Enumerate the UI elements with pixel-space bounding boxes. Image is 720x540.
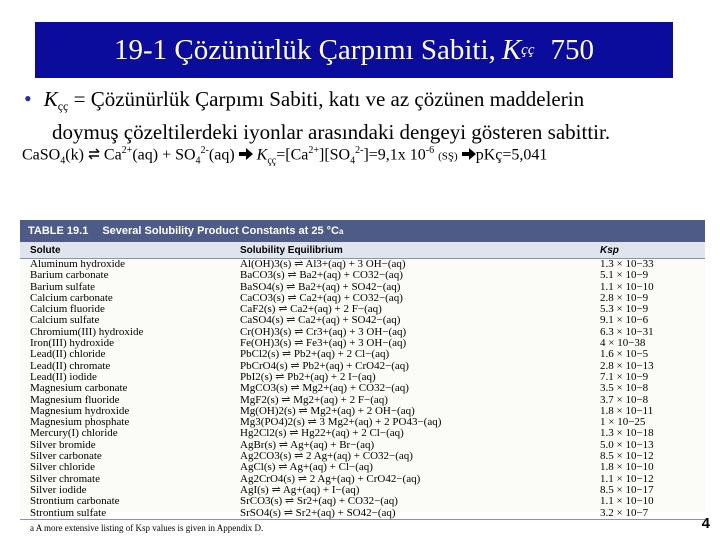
ksp-cell: 5.1 × 10−9 — [600, 269, 649, 282]
right-arrow-icon — [462, 148, 476, 160]
equilibrium-cell: Fe(OH)3(s) ⇌ Fe3+(aq) + 3 OH−(aq) — [240, 338, 407, 350]
solute-cell: Iron(III) hydroxide — [30, 337, 114, 350]
solute-cell: Calcium sulfate — [30, 314, 100, 327]
eq-expr-sup-1: 2+ — [308, 145, 319, 156]
equilibrium-cell: CaCO3(s) ⇌ Ca2+(aq) + CO32−(aq) — [240, 292, 403, 304]
slide-title — [35, 22, 673, 78]
equilibrium-cell: BaSO4(s) ⇌ Ba2+(aq) + SO42−(aq) — [240, 281, 401, 293]
table-row — [20, 462, 705, 473]
solute-cell: Calcium carbonate — [30, 291, 113, 304]
table-number: TABLE 19.1 — [28, 225, 89, 237]
ksp-cell: 1.6 × 10−5 — [600, 348, 649, 361]
table-header — [20, 220, 705, 242]
dissolution-equation — [22, 145, 712, 167]
solute-cell: Mercury(I) chloride — [30, 427, 118, 440]
solute-cell: Lead(II) chromate — [30, 359, 111, 372]
ksp-cell: 7.1 × 10−9 — [600, 370, 649, 383]
bullet-k-symbol: K — [43, 87, 58, 111]
eq-ksp-sub: çç — [267, 155, 277, 167]
solute-cell: Silver bromide — [30, 438, 96, 451]
ksp-cell: 1.8 × 10−11 — [600, 404, 654, 417]
title-k-symbol: K — [501, 33, 522, 66]
ksp-cell: 3.7 × 10−8 — [600, 393, 649, 406]
table-row — [20, 496, 705, 507]
eq-expr-2: ][SO — [318, 146, 351, 164]
equilibrium-cell: SrSO4(s) ⇌ Sr2+(aq) + SO42−(aq) — [240, 507, 396, 519]
eq-expr-sub-2: 4 — [350, 155, 356, 167]
title-text: 19-1 Çözünürlük Çarpımı Sabiti, — [114, 33, 496, 66]
eq-expr-3: ]=9,1x 10 — [363, 146, 426, 164]
table-column-headers — [20, 242, 705, 259]
ksp-cell: 1 × 10−25 — [600, 416, 646, 429]
ksp-cell: 1.1 × 10−10 — [600, 280, 654, 293]
solute-cell: Barium sulfate — [30, 280, 96, 293]
bullet-line-1: = Çözünürlük Çarpımı Sabiti, katı ve az çözünen maddelerin — [73, 87, 585, 111]
ksp-cell: 8.5 × 10−12 — [600, 450, 654, 463]
table-title: Several Solubility Product Constants at 25 °C — [102, 225, 339, 237]
equilibrium-arrow-icon — [88, 148, 100, 160]
table-row — [20, 349, 705, 360]
eq-condition: (SŞ) — [438, 150, 458, 163]
eq-pk-value: pKç=5,041 — [475, 146, 548, 164]
equilibrium-cell: MgCO3(s) ⇌ Mg2+(aq) + CO32−(aq) — [240, 383, 409, 395]
equilibrium-cell: PbCl2(s) ⇌ Pb2+(aq) + 2 Cl−(aq) — [240, 349, 390, 361]
eq-reactant-state: (k) — [65, 146, 84, 164]
equilibrium-cell: Ag2CrO4(s) ⇌ 2 Ag+(aq) + CrO42−(aq) — [240, 473, 421, 485]
solubility-table — [20, 220, 705, 533]
eq-ion1: Ca — [103, 146, 122, 164]
solute-cell: Lead(II) iodide — [30, 370, 97, 383]
solute-cell: Chromium(III) hydroxide — [30, 325, 144, 338]
equilibrium-cell: CaSO4(s) ⇌ Ca2+(aq) + SO42−(aq) — [240, 315, 401, 327]
page-number: 4 — [701, 515, 710, 532]
table-row — [20, 383, 705, 394]
equilibrium-cell: CaF2(s) ⇌ Ca2+(aq) + 2 F−(aq) — [240, 304, 382, 316]
eq-expr-1: =[Ca — [276, 146, 309, 164]
bullet-line-2: doymuş çözeltilerdeki iyonlar arasındaki dengeyi gösteren sabittir. — [52, 120, 611, 144]
solute-cell: Magnesium hydroxide — [30, 404, 130, 417]
solute-cell: Silver iodide — [30, 483, 87, 496]
ksp-cell: 1.1 × 10−10 — [600, 495, 654, 508]
ksp-cell: 6.3 × 10−31 — [600, 325, 654, 338]
eq-ion2-state: (aq) — [208, 146, 235, 164]
eq-reactant-sub: 4 — [60, 155, 66, 167]
table-row — [20, 508, 705, 519]
equilibrium-cell: Cr(OH)3(s) ⇌ Cr3+(aq) + 3 OH−(aq) — [240, 326, 407, 338]
table-title-sup: a — [339, 226, 344, 236]
equilibrium-cell: MgF2(s) ⇌ Mg2+(aq) + 2 F−(aq) — [240, 394, 388, 406]
solute-cell: Lead(II) chloride — [30, 348, 106, 361]
solute-cell: Strontium carbonate — [30, 495, 120, 508]
title-number: 750 — [550, 33, 594, 66]
title-k-subscript: çç — [521, 41, 535, 58]
bullet-icon: • — [24, 86, 32, 111]
eq-ion2-sup: 2- — [200, 145, 209, 156]
table-row — [20, 270, 705, 281]
ksp-cell: 9.1 × 10−6 — [600, 314, 649, 327]
solute-cell: Silver chloride — [30, 461, 96, 474]
eq-expr-sup-2: 2- — [355, 145, 364, 156]
eq-reactant: CaSO — [22, 146, 61, 164]
equilibrium-cell: AgCl(s) ⇌ Ag+(aq) + Cl−(aq) — [240, 462, 373, 474]
eq-ksp-symbol: K — [256, 146, 268, 164]
equilibrium-cell: AgBr(s) ⇌ Ag+(aq) + Br−(aq) — [240, 439, 375, 451]
definition-bullet — [24, 86, 714, 145]
ksp-cell: 1.3 × 10−18 — [600, 427, 654, 440]
equilibrium-cell: AgI(s) ⇌ Ag+(aq) + I−(aq) — [240, 484, 360, 496]
col-equilibrium: Solubility Equilibrium — [240, 245, 343, 256]
ksp-cell: 1.1 × 10−12 — [600, 472, 654, 485]
ksp-cell: 1.8 × 10−10 — [600, 461, 654, 474]
equilibrium-cell: Mg(OH)2(s) ⇌ Mg2+(aq) + 2 OH−(aq) — [240, 405, 415, 417]
ksp-cell: 3.2 × 10−7 — [600, 506, 649, 519]
equilibrium-cell: Hg2Cl2(s) ⇌ Hg22+(aq) + 2 Cl−(aq) — [240, 428, 404, 440]
ksp-cell: 3.5 × 10−8 — [600, 382, 649, 395]
eq-ion1-state: (aq) + SO — [132, 146, 196, 164]
ksp-cell: 4 × 10−38 — [600, 337, 646, 350]
solute-cell: Aluminum hydroxide — [30, 258, 126, 270]
equilibrium-cell: BaCO3(s) ⇌ Ba2+(aq) + CO32−(aq) — [240, 270, 403, 282]
col-solute: Solute — [30, 245, 61, 256]
table-body — [20, 259, 705, 519]
ksp-cell: 5.3 × 10−9 — [600, 303, 649, 316]
solute-cell: Silver chromate — [30, 472, 100, 485]
equilibrium-cell: Al(OH)3(s) ⇌ Al3+(aq) + 3 OH−(aq) — [240, 259, 406, 270]
eq-ion1-sup: 2+ — [121, 145, 133, 156]
equilibrium-cell: Ag2CO3(s) ⇌ 2 Ag+(aq) + CO32−(aq) — [240, 451, 413, 463]
ksp-cell: 2.8 × 10−9 — [600, 291, 649, 304]
solute-cell: Magnesium fluoride — [30, 393, 120, 406]
solute-cell: Barium carbonate — [30, 269, 109, 282]
eq-exponent: -6 — [425, 145, 435, 156]
eq-ion2-sub: 4 — [195, 155, 201, 167]
ksp-cell: 1.3 × 10−33 — [600, 258, 654, 270]
solute-cell: Silver carbonate — [30, 450, 102, 463]
solute-cell: Magnesium carbonate — [30, 382, 128, 395]
table-footnote: a A more extensive listing of Ksp values is given in Appendix D. — [20, 519, 705, 536]
right-arrow-icon — [239, 148, 253, 160]
col-ksp: Ksp — [600, 245, 619, 256]
equilibrium-cell: Mg3(PO4)2(s) ⇌ 3 Mg2+(aq) + 2 PO43−(aq) — [240, 417, 442, 429]
ksp-cell: 5.0 × 10−13 — [600, 438, 654, 451]
equilibrium-cell: PbCrO4(s) ⇌ Pb2+(aq) + CrO42−(aq) — [240, 360, 409, 372]
solute-cell: Magnesium phosphate — [30, 416, 130, 429]
equilibrium-cell: PbI2(s) ⇌ Pb2+(aq) + 2 I−(aq) — [240, 371, 376, 383]
bullet-k-subscript: çç — [57, 99, 69, 113]
solute-cell: Calcium fluoride — [30, 303, 105, 316]
solute-cell: Strontium sulfate — [30, 506, 107, 519]
ksp-cell: 8.5 × 10−17 — [600, 483, 654, 496]
equilibrium-cell: SrCO3(s) ⇌ Sr2+(aq) + CO32−(aq) — [240, 496, 398, 508]
ksp-cell: 2.8 × 10−13 — [600, 359, 654, 372]
